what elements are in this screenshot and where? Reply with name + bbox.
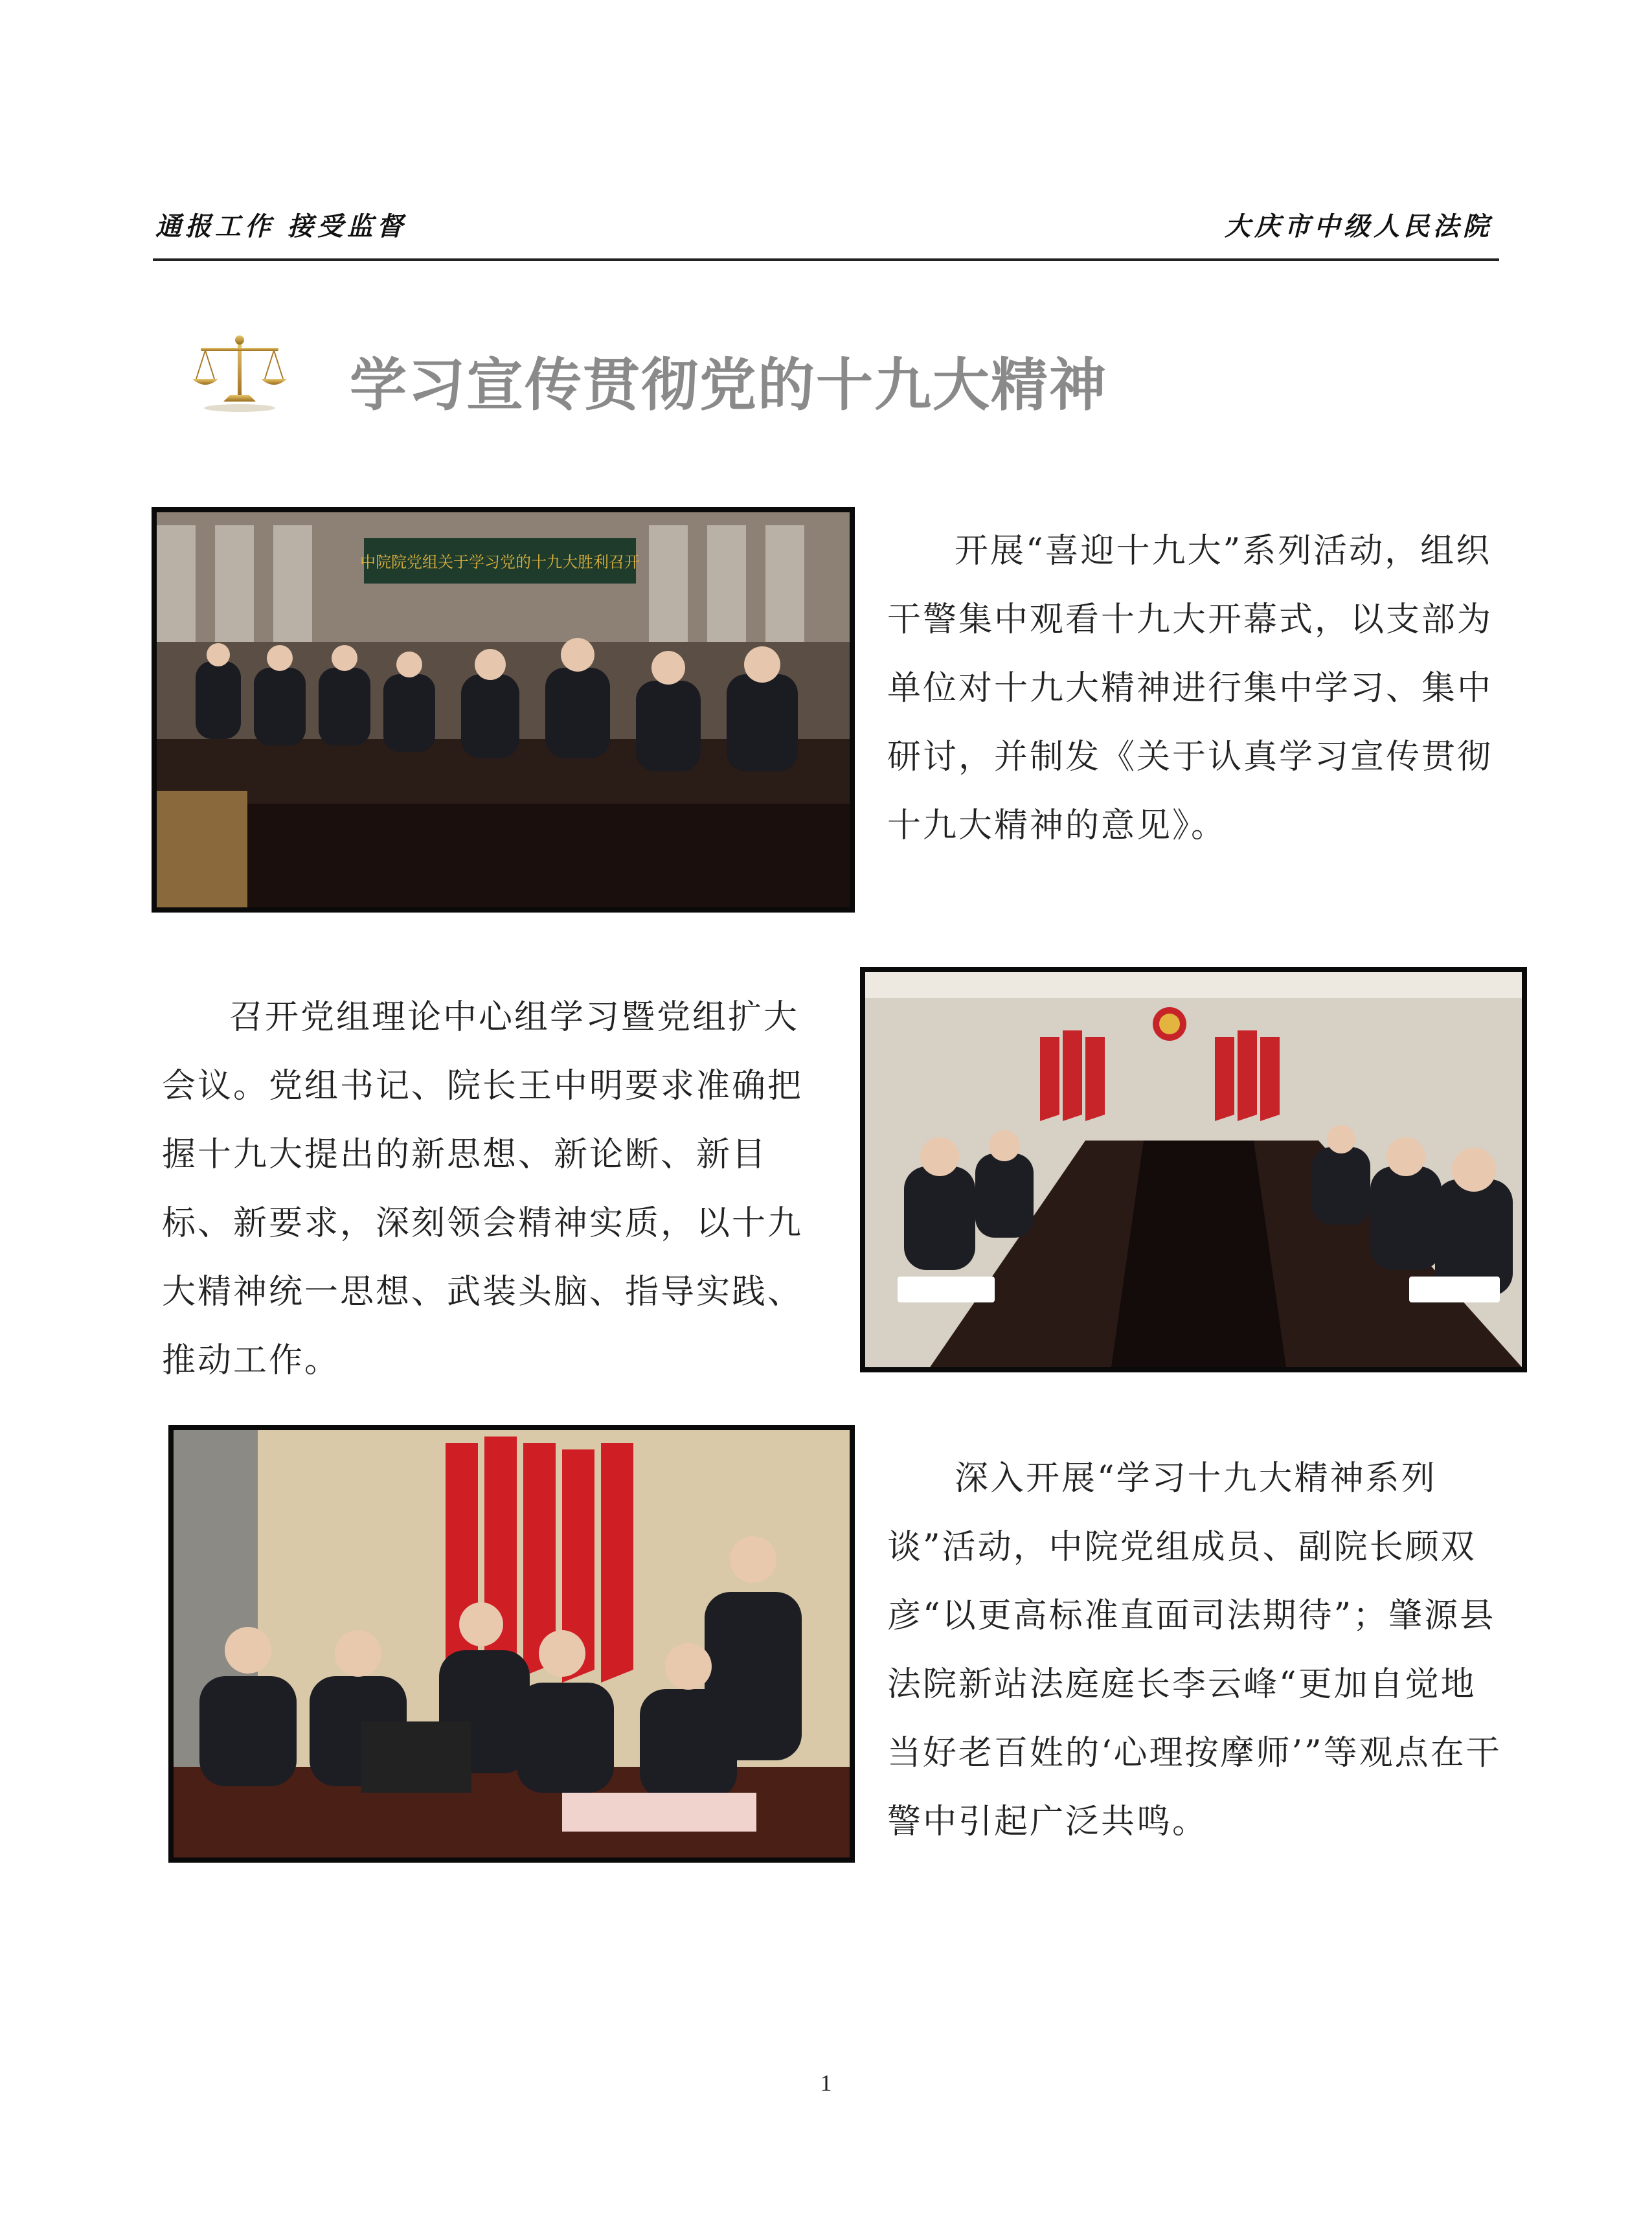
scales-of-justice-icon (185, 334, 295, 415)
header-organization: 大庆市中级人民法院 (1225, 212, 1493, 242)
photo-banner-text: 中院院党组关于学习党的十九大胜利召开 (360, 553, 640, 571)
page-number: 1 (820, 2070, 832, 2096)
section-title: 学习宣传贯彻党的十九大精神 (350, 352, 1108, 418)
header-divider (153, 258, 1499, 261)
meeting-photo-2 (860, 967, 1527, 1372)
paragraph-2: 召开党组理论中心组学习暨党组扩大会议。党组书记、院长王中明要求准确把握十九大提出的新思想、新论断、新目标、新要求，深刻领会精神实质，以十九大精神统一思想、武装头脑、指导实践、推动工作。 (162, 998, 804, 1380)
header-slogan: 通报工作 接受监督 (155, 212, 407, 242)
meeting-photo-3 (168, 1425, 855, 1863)
meeting-photo-1 (152, 507, 855, 913)
paragraph-1: 开展“喜迎十九大”系列活动，组织干警集中观看十九大开幕式，以支部为单位对十九大精神进行集中学习、集中研讨，并制发《关于认真学习宣传贯彻十九大精神的意见》。 (887, 532, 1493, 845)
paragraph-3: 深入开展“学习十九大精神系列谈”活动，中院党组成员、副院长顾双彦“以更高标准直面司法期待”；肇源县法院新站法庭庭长李云峰“更加自觉地当好老百姓的‘心理按摩师’”等观点在干警中引起广泛共鸣。 (887, 1459, 1502, 1841)
